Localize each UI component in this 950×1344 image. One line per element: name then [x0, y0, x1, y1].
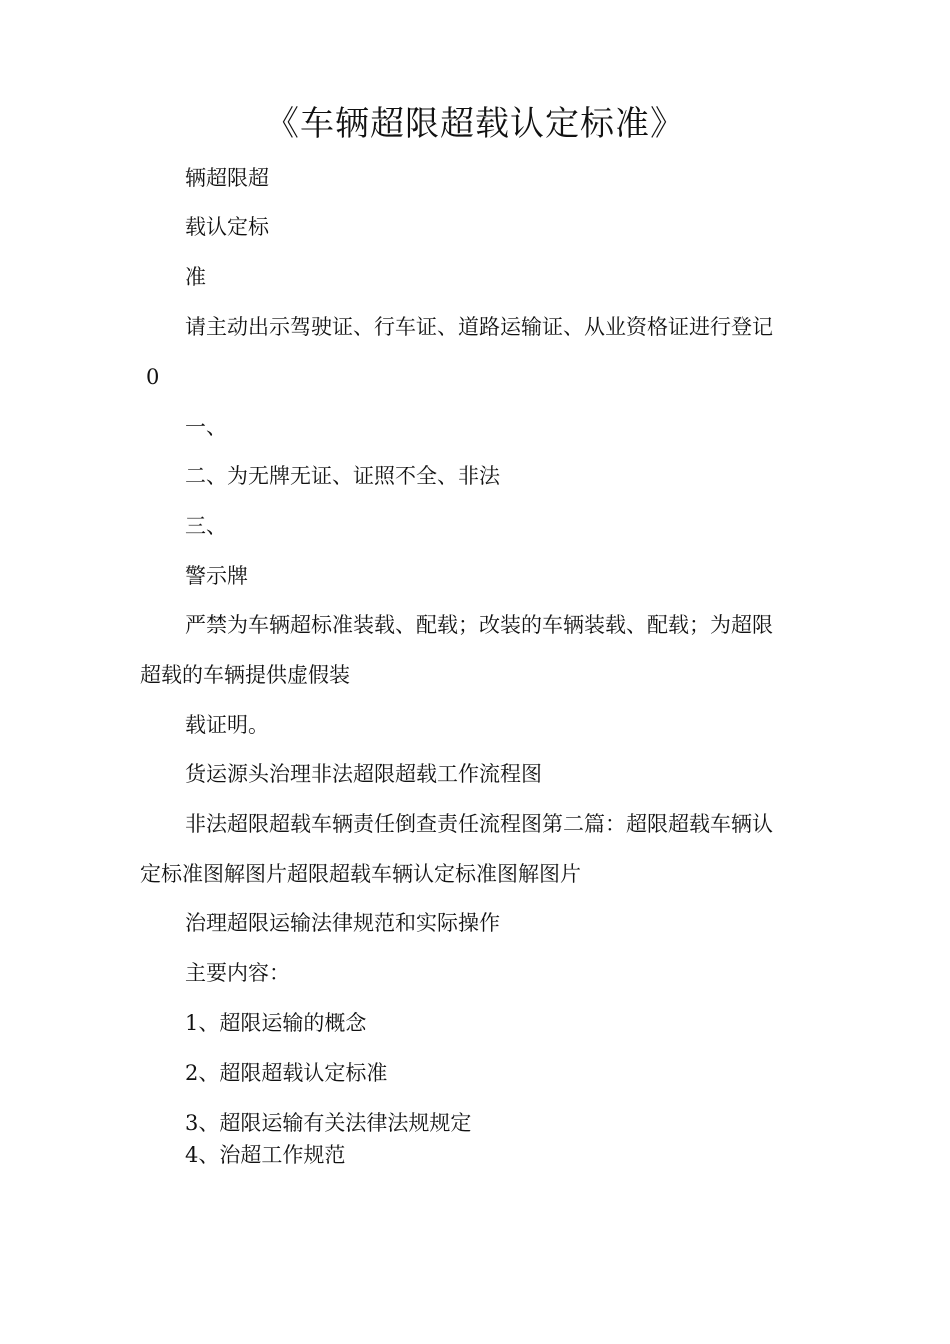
text-line: 定标准图解图片超限超载车辆认定标准图解图片 [140, 862, 581, 886]
text-line: 二、为无牌无证、证照不全、非法 [185, 464, 500, 488]
text-line: 辆超限超 [185, 166, 269, 190]
text-line: 治理超限运输法律规范和实际操作 [185, 911, 500, 935]
text-line: 请主动出示驾驶证、行车证、道路运输证、从业资格证进行登记 [185, 315, 773, 339]
text-line: 载证明。 [185, 713, 269, 737]
text-line: 一、 [185, 415, 227, 439]
text-line: 1、超限运输的概念 [185, 1011, 367, 1035]
text-line: 三、 [185, 514, 227, 538]
text-line: 3、超限运输有关法律法规规定 [185, 1111, 472, 1135]
text-line: 2、超限超载认定标准 [185, 1061, 388, 1085]
text-line: 载认定标 [185, 215, 269, 239]
text-line: 警示牌 [185, 564, 248, 588]
text-line: 0 [146, 365, 160, 389]
text-line: 主要内容： [185, 961, 290, 985]
text-line: 准 [185, 265, 206, 289]
text-line: 超载的车辆提供虚假装 [140, 663, 350, 687]
text-line: 4、治超工作规范 [185, 1143, 346, 1167]
text-line: 货运源头治理非法超限超载工作流程图 [185, 762, 542, 786]
document-title: 《车辆超限超载认定标准》 [265, 104, 685, 144]
text-line: 严禁为车辆超标准装载、配载；改装的车辆装载、配载；为超限 [185, 613, 773, 637]
text-line: 非法超限超载车辆责任倒查责任流程图第二篇：超限超载车辆认 [185, 812, 773, 836]
